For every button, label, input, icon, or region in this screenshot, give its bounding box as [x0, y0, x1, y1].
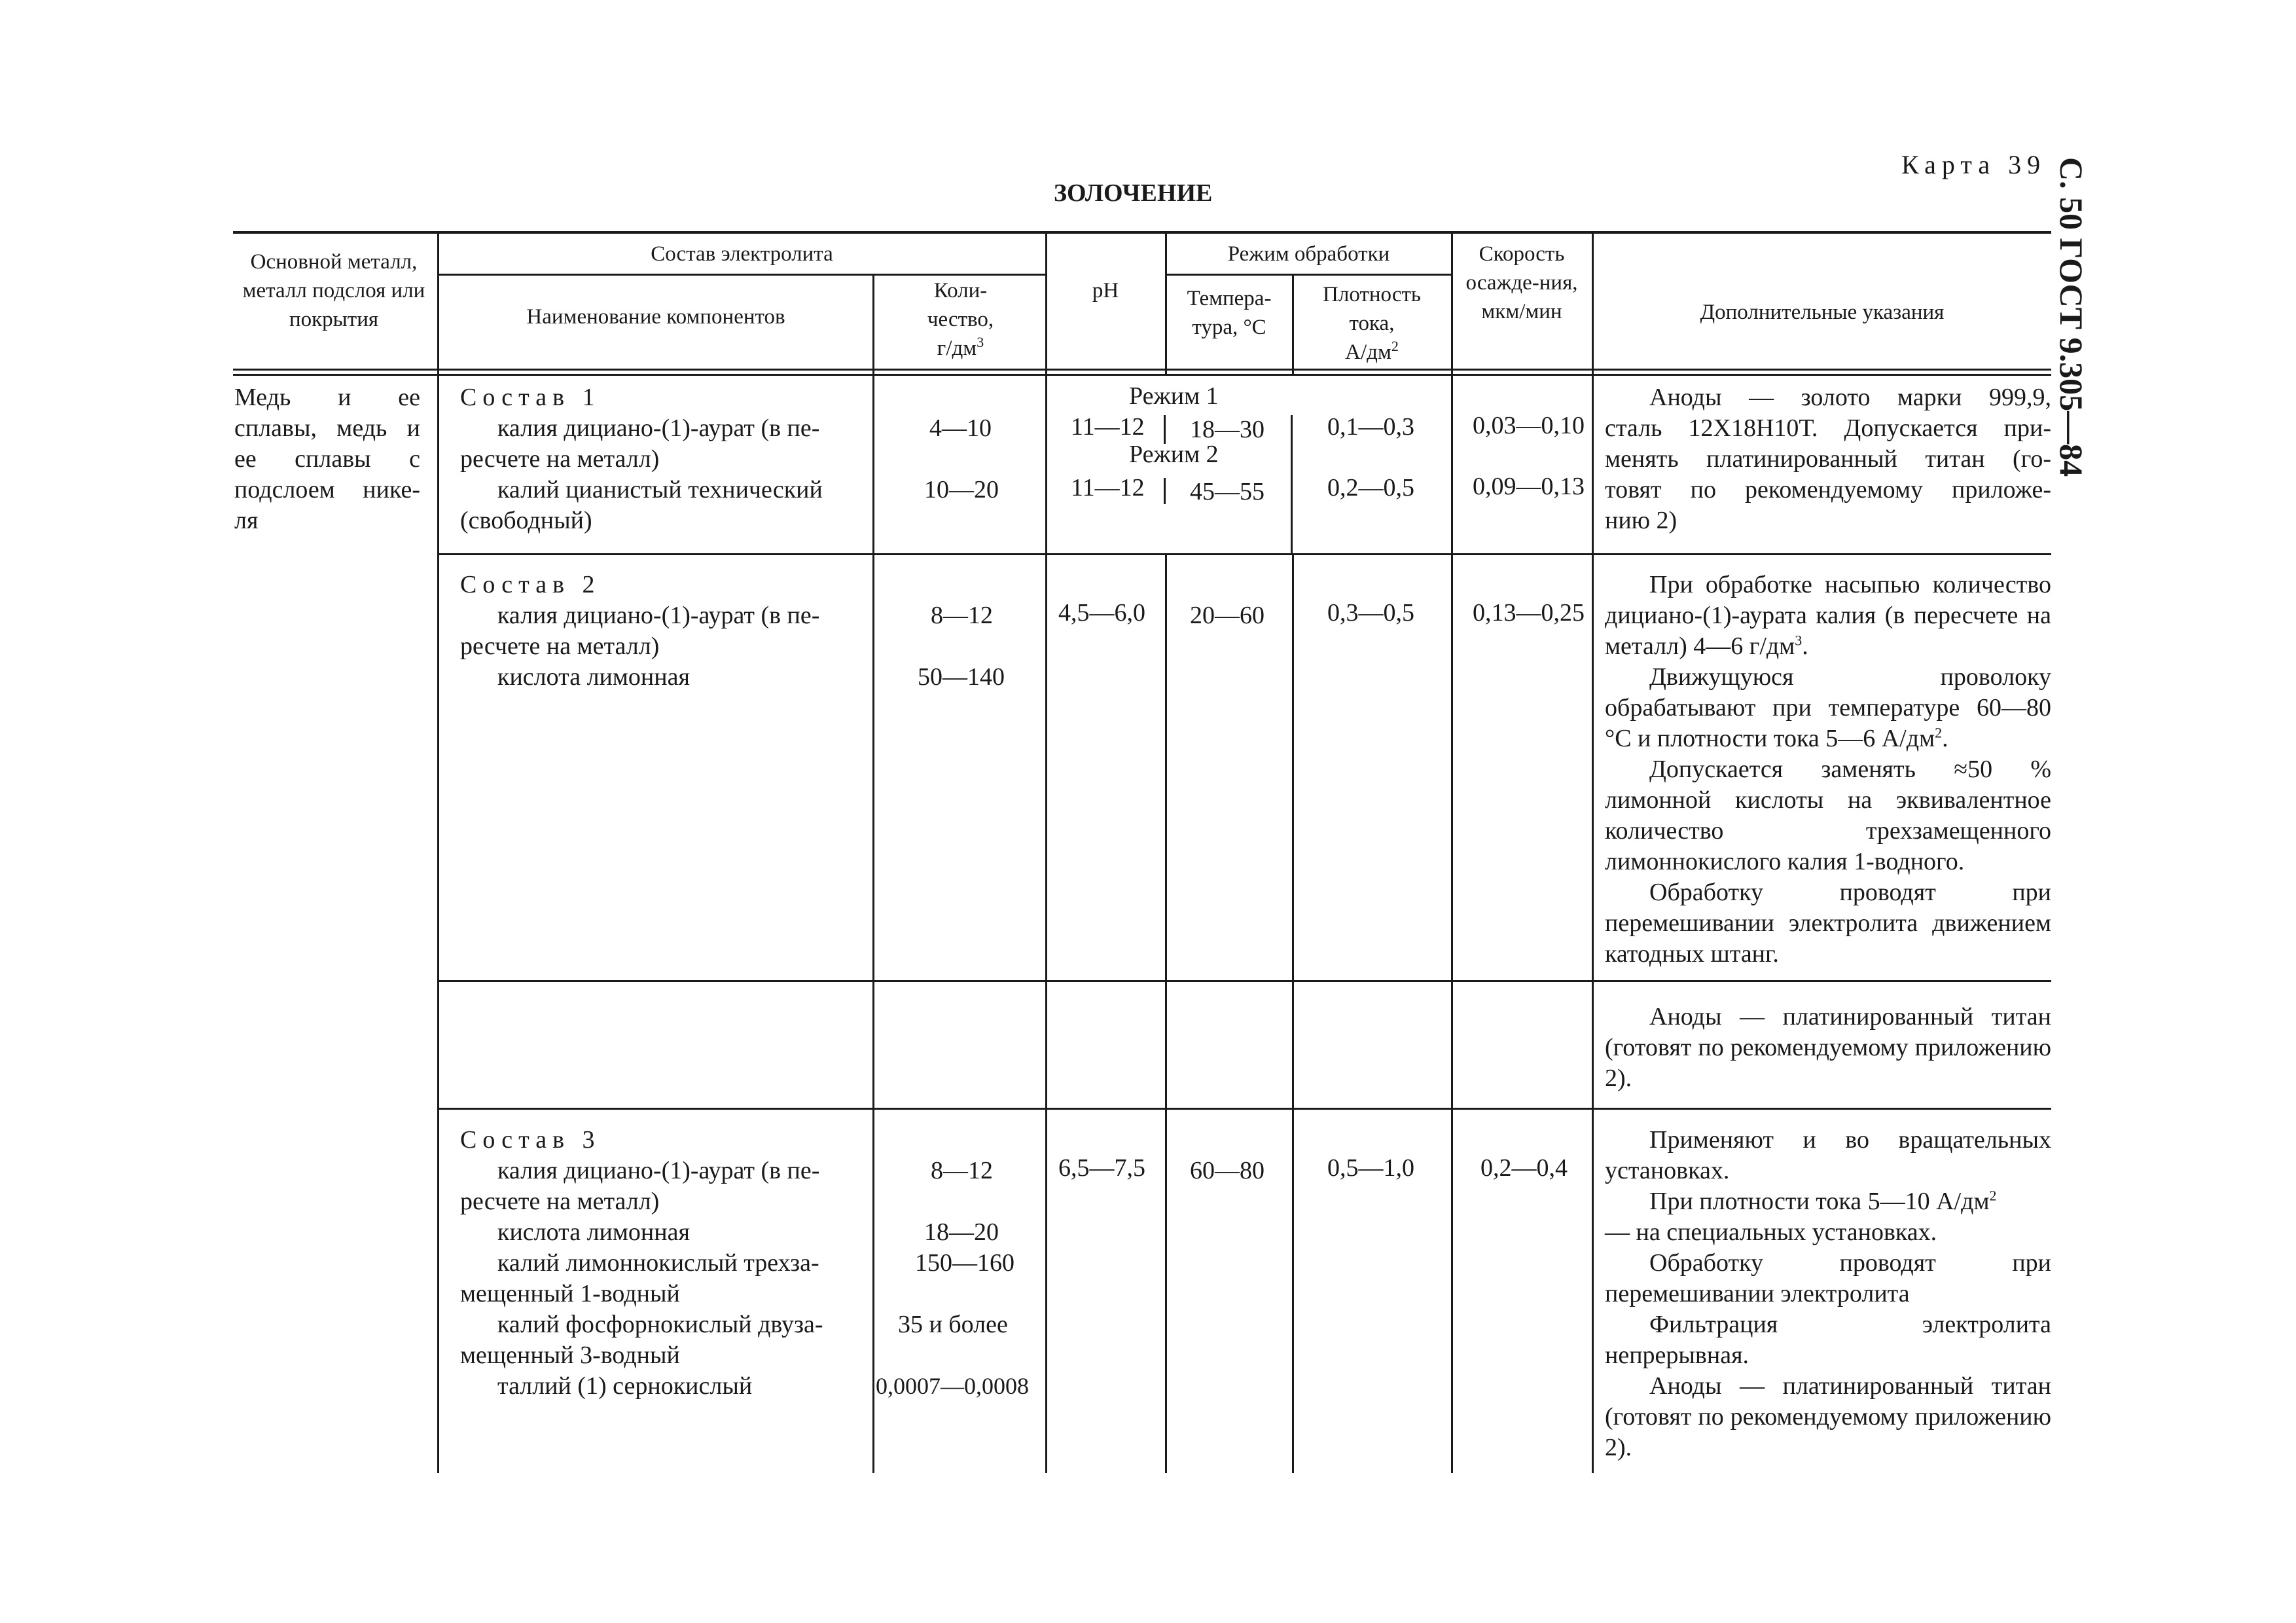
header-density: Плотность тока, $А/дм^2$: [1323, 283, 1421, 364]
s3-component-4: калий фосфорнокислый двуза-: [497, 1311, 823, 1338]
s1-mode-2: Режим 2: [1129, 441, 1219, 468]
s2-component-1: калия дициано-(1)-аурат (в пе-: [497, 602, 820, 629]
s3-temp: 60—80: [1190, 1157, 1265, 1184]
s3-density: 0,5—1,0: [1327, 1154, 1414, 1182]
s2-temp: 20—60: [1190, 602, 1265, 629]
s1-mode-1: Режим 1: [1129, 382, 1219, 410]
header-notes: Дополнительные указания: [1700, 301, 1945, 324]
s1-rate-1: 0,03—0,10: [1473, 412, 1585, 439]
s2-notes: При обработке насыпью количество дициано-(1)-аурата калия (в пересчете на металл) 4—6 $г/дм^3$. Движущуюся проволоку обрабатывают при температуре 60—80 °С и плотности тока 5—6 $А/дм^2$. Допускается заменять ≈50 % лимонной кислоты на эквивалентное количество трехзамещенного лимоннокислого калия 1-водного. Обработку проводят при перемешивании электролита движением катодных штанг.: [1605, 571, 2051, 968]
s1-component-2-cont: (свободный): [460, 507, 592, 534]
composition-3-title: Состав 3: [460, 1126, 601, 1154]
header-temperature: Темпера-тура, °С: [1187, 287, 1272, 339]
header-quantity: Коли-чество, $г/дм^3$: [927, 279, 994, 360]
s2-quantity-2: 50—140: [918, 663, 1005, 691]
s1-component-1: калия дициано-(1)-аурат (в пе-: [497, 414, 820, 442]
s1-temp-1: 18—30: [1190, 416, 1265, 443]
page-title: ЗОЛОЧЕНИЕ: [1054, 179, 1213, 207]
s3-ph: 6,5—7,5: [1058, 1154, 1145, 1182]
header-mode: Режим обработки: [1227, 242, 1390, 266]
s1-component-2: калий цианистый технический: [497, 476, 823, 503]
card-number: Карта 39: [1901, 150, 2047, 179]
s3-component-2: кислота лимонная: [497, 1218, 690, 1246]
s1-temp-2: 45—55: [1190, 478, 1265, 505]
s1-ph-2: 11—12: [1071, 474, 1145, 501]
s2-quantity-1: 8—12: [931, 602, 993, 629]
s1-density-2: 0,2—0,5: [1327, 474, 1414, 501]
s1-component-1-cont: ресчете на металл): [460, 445, 660, 473]
s3-component-4-cont: мещенный 3-водный: [460, 1341, 680, 1369]
running-head: [2054, 157, 2093, 498]
s1-quantity-1: 4—10: [929, 414, 992, 442]
s3-quantity-1: 8—12: [931, 1157, 993, 1184]
s3-quantity-4: 35 и более: [898, 1311, 1008, 1338]
s2-rate: 0,13—0,25: [1473, 599, 1585, 627]
running-head-text: С. 50 ГОСТ 9.305—84: [2053, 157, 2090, 477]
base-metal-cell: Медь и ее сплавы, медь и ее сплавы с подслоем нике- ля: [234, 384, 420, 534]
header-component-name: Наименование компонентов: [526, 305, 785, 329]
s2-ph: 4,5—6,0: [1058, 599, 1145, 627]
composition-2-title: Состав 2: [460, 571, 601, 598]
s1-notes: Аноды — золото марки 999,9, сталь 12Х18Н10Т. Допускается при- менять платинированный титан (го- товят по рекомендуемому приложе- нию 2): [1605, 384, 2051, 534]
header-base-metal: Основной металл, металл подслоя или покрытия: [242, 250, 425, 331]
header-rate: Скорость осажде-ния, мкм/мин: [1465, 242, 1578, 323]
s2b-notes: Аноды — платинированный титан (готовят по рекомендуемому приложению 2).: [1605, 1003, 2051, 1092]
s3-component-3-cont: мещенный 1-водный: [460, 1280, 680, 1307]
composition-1-title: Состав 1: [460, 384, 601, 411]
s3-quantity-3: 150—160: [915, 1249, 1014, 1277]
s2-density: 0,3—0,5: [1327, 599, 1414, 627]
s3-notes: Применяют и во вращательных установках. При плотности тока 5—10 $А/дм^2$ — на специальных установках. Обработку проводят при перемешивании электролита Фильтрация электролита непрерывная. Аноды — платинированный титан (готовят по рекомендуемому приложению 2).: [1605, 1126, 2051, 1461]
s2-component-1-cont: ресчете на металл): [460, 632, 660, 660]
s1-ph-1: 11—12: [1071, 413, 1145, 441]
s3-quantity-2: 18—20: [924, 1218, 999, 1246]
s3-quantity-5: 0,0007—0,0008: [876, 1373, 1029, 1399]
s3-component-3: калий лимоннокислый трехза-: [497, 1249, 819, 1277]
s1-rate-2: 0,09—0,13: [1473, 473, 1585, 500]
s1-quantity-2: 10—20: [924, 476, 999, 503]
s3-component-1-cont: ресчете на металл): [460, 1188, 660, 1215]
header-ph: pH: [1092, 279, 1119, 302]
s3-rate: 0,2—0,4: [1480, 1154, 1568, 1182]
s1-density-1: 0,1—0,3: [1327, 413, 1414, 441]
header-electrolyte: Состав электролита: [651, 242, 833, 266]
s2-component-2: кислота лимонная: [497, 663, 690, 691]
s3-component-5: таллий (1) сернокислый: [497, 1372, 753, 1400]
s3-component-1: калия дициано-(1)-аурат (в пе-: [497, 1157, 820, 1184]
